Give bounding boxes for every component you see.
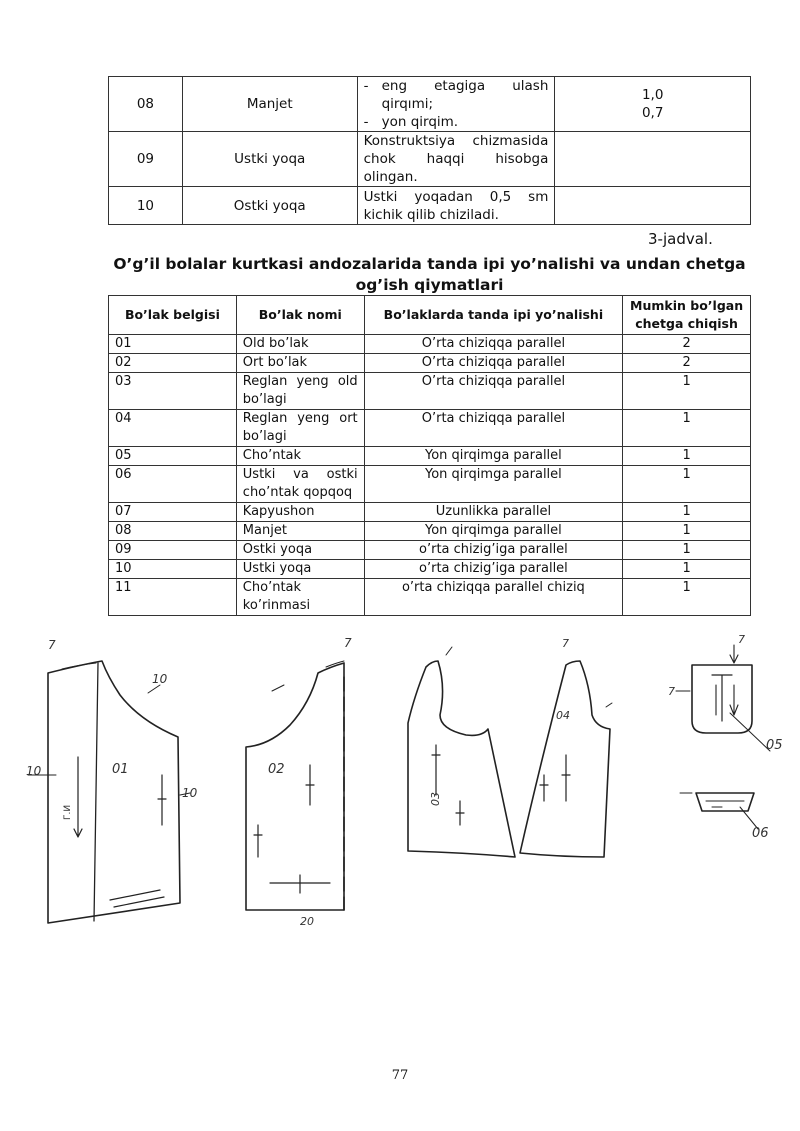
grain-direction-cell: O’rta chiziqqa parallel bbox=[364, 410, 623, 447]
description-cell bbox=[357, 77, 555, 132]
grain-direction-cell: Yon qirqimga parallel bbox=[364, 522, 623, 541]
svg-text:10: 10 bbox=[152, 672, 168, 686]
piece-label: 03 bbox=[429, 792, 442, 806]
deviation-cell: 1 bbox=[623, 541, 751, 560]
svg-text:7: 7 bbox=[738, 633, 745, 646]
pattern-piece-pocket-flap bbox=[680, 793, 769, 841]
svg-text:7: 7 bbox=[344, 636, 352, 650]
grain-direction-cell: O’rta chiziqqa parallel bbox=[364, 354, 623, 373]
svg-text:7: 7 bbox=[562, 637, 569, 650]
svg-text:20: 20 bbox=[300, 915, 314, 928]
grain-direction-cell: o’rta chizig’iga parallel bbox=[364, 541, 623, 560]
part-code-cell: 06 bbox=[109, 466, 237, 503]
piece-label: 01 bbox=[112, 762, 129, 777]
list-item: - yon qirqim. bbox=[363, 114, 459, 130]
value-cell bbox=[555, 77, 751, 132]
part-number: 08 bbox=[109, 77, 183, 132]
column-header: Bo’lak nomi bbox=[236, 296, 364, 335]
pattern-drawings bbox=[0, 625, 800, 935]
part-name-cell: Manjet bbox=[236, 522, 364, 541]
piece-label: 05 bbox=[766, 738, 783, 753]
svg-text:7: 7 bbox=[668, 685, 675, 698]
description-cell: Konstruktsiya chizmasida chok haqqi hisobga olingan. bbox=[357, 132, 555, 187]
table-row bbox=[109, 335, 751, 354]
part-name-cell: Ort bo’lak bbox=[236, 354, 364, 373]
column-header: Bo’laklarda tanda ipi yo’nalishi bbox=[364, 296, 623, 335]
grain-direction-cell: Yon qirqimga parallel bbox=[364, 466, 623, 503]
table-caption: 3-jadval. bbox=[648, 230, 713, 248]
pattern-piece-pocket bbox=[668, 633, 783, 753]
column-header: Bo’lak belgisi bbox=[109, 296, 237, 335]
part-code-cell: 02 bbox=[109, 354, 237, 373]
value-cell bbox=[555, 187, 751, 225]
part-name-cell: Cho’ntak ko’rinmasi bbox=[236, 579, 364, 616]
piece-label: 02 bbox=[268, 762, 285, 777]
grain-direction-cell: O’rta chiziqqa parallel bbox=[364, 335, 623, 354]
deviation-cell: 1 bbox=[623, 522, 751, 541]
grain-direction-cell: o’rta chiziqqa parallel chiziq bbox=[364, 579, 623, 616]
grain-direction-table bbox=[108, 295, 751, 616]
table-row bbox=[109, 560, 751, 579]
deviation-cell: 1 bbox=[623, 560, 751, 579]
table-header-row bbox=[109, 296, 751, 335]
grain-direction-cell: O’rta chiziqqa parallel bbox=[364, 373, 623, 410]
table-row bbox=[109, 541, 751, 560]
pattern-piece-back bbox=[246, 636, 352, 928]
part-code-cell: 05 bbox=[109, 447, 237, 466]
description-cell: Ustki yoqadan 0,5 sm kichik qilib chiziladi. bbox=[357, 187, 555, 225]
value: 1,0 bbox=[641, 87, 664, 103]
part-code-cell: 07 bbox=[109, 503, 237, 522]
deviation-cell: 1 bbox=[623, 447, 751, 466]
deviation-cell: 2 bbox=[623, 335, 751, 354]
part-name-cell: Ostki yoqa bbox=[236, 541, 364, 560]
table-row bbox=[109, 373, 751, 410]
grain-direction-cell: Yon qirqimga parallel bbox=[364, 447, 623, 466]
deviation-cell: 2 bbox=[623, 354, 751, 373]
pattern-piece-sleeve-front bbox=[408, 647, 515, 857]
table-row bbox=[109, 410, 751, 447]
list-item: - eng etagiga ulash qirqımi; bbox=[363, 78, 549, 112]
part-name-cell: Ustki yoqa bbox=[236, 560, 364, 579]
part-name: Manjet bbox=[182, 77, 357, 132]
table-row bbox=[109, 466, 751, 503]
svg-text:10: 10 bbox=[182, 786, 198, 800]
table-row bbox=[109, 447, 751, 466]
pattern-piece-front bbox=[26, 638, 198, 923]
table-row bbox=[109, 522, 751, 541]
deviation-cell: 1 bbox=[623, 466, 751, 503]
part-code-cell: 03 bbox=[109, 373, 237, 410]
deviation-cell: 1 bbox=[623, 410, 751, 447]
part-code-cell: 04 bbox=[109, 410, 237, 447]
table-row bbox=[109, 579, 751, 616]
column-header: Mumkin bo’lgan chetga chiqish bbox=[623, 296, 751, 335]
pattern-piece-sleeve-back bbox=[520, 637, 612, 857]
svg-text:7: 7 bbox=[48, 638, 56, 652]
part-name-cell: Ustki va ostki cho’ntak qopqoq bbox=[236, 466, 364, 503]
svg-text:Г.И: Г.И bbox=[63, 804, 73, 820]
table-title: O’g’il bolalar kurtkasi andozalarida tanda ipi yo’nalishi va undan chetga og’ish qiymatlari bbox=[113, 255, 746, 294]
page-number: 77 bbox=[391, 1068, 409, 1083]
deviation-cell: 1 bbox=[623, 373, 751, 410]
part-code-cell: 11 bbox=[109, 579, 237, 616]
seam-allowance-table bbox=[108, 76, 751, 225]
table-row bbox=[109, 132, 751, 187]
part-number: 09 bbox=[109, 132, 183, 187]
part-code-cell: 10 bbox=[109, 560, 237, 579]
value-cell bbox=[555, 132, 751, 187]
part-name: Ostki yoqa bbox=[182, 187, 357, 225]
deviation-cell: 1 bbox=[623, 579, 751, 616]
part-code-cell: 08 bbox=[109, 522, 237, 541]
value: 0,7 bbox=[641, 105, 664, 121]
part-name-cell: Old bo’lak bbox=[236, 335, 364, 354]
part-number: 10 bbox=[109, 187, 183, 225]
table-row bbox=[109, 77, 751, 132]
piece-label: 06 bbox=[752, 826, 769, 841]
part-name: Ustki yoqa bbox=[182, 132, 357, 187]
part-code-cell: 01 bbox=[109, 335, 237, 354]
table-row bbox=[109, 354, 751, 373]
part-name-cell: Kapyushon bbox=[236, 503, 364, 522]
table-row bbox=[109, 503, 751, 522]
grain-direction-cell: Uzunlikka parallel bbox=[364, 503, 623, 522]
part-name-cell: Cho’ntak bbox=[236, 447, 364, 466]
grain-direction-cell: o’rta chizig’iga parallel bbox=[364, 560, 623, 579]
deviation-cell: 1 bbox=[623, 503, 751, 522]
svg-text:10: 10 bbox=[26, 764, 42, 778]
table-row bbox=[109, 187, 751, 225]
part-name-cell: Reglan yeng old bo’lagi bbox=[236, 373, 364, 410]
piece-label: 04 bbox=[556, 709, 570, 722]
part-code-cell: 09 bbox=[109, 541, 237, 560]
part-name-cell: Reglan yeng ort bo’lagi bbox=[236, 410, 364, 447]
